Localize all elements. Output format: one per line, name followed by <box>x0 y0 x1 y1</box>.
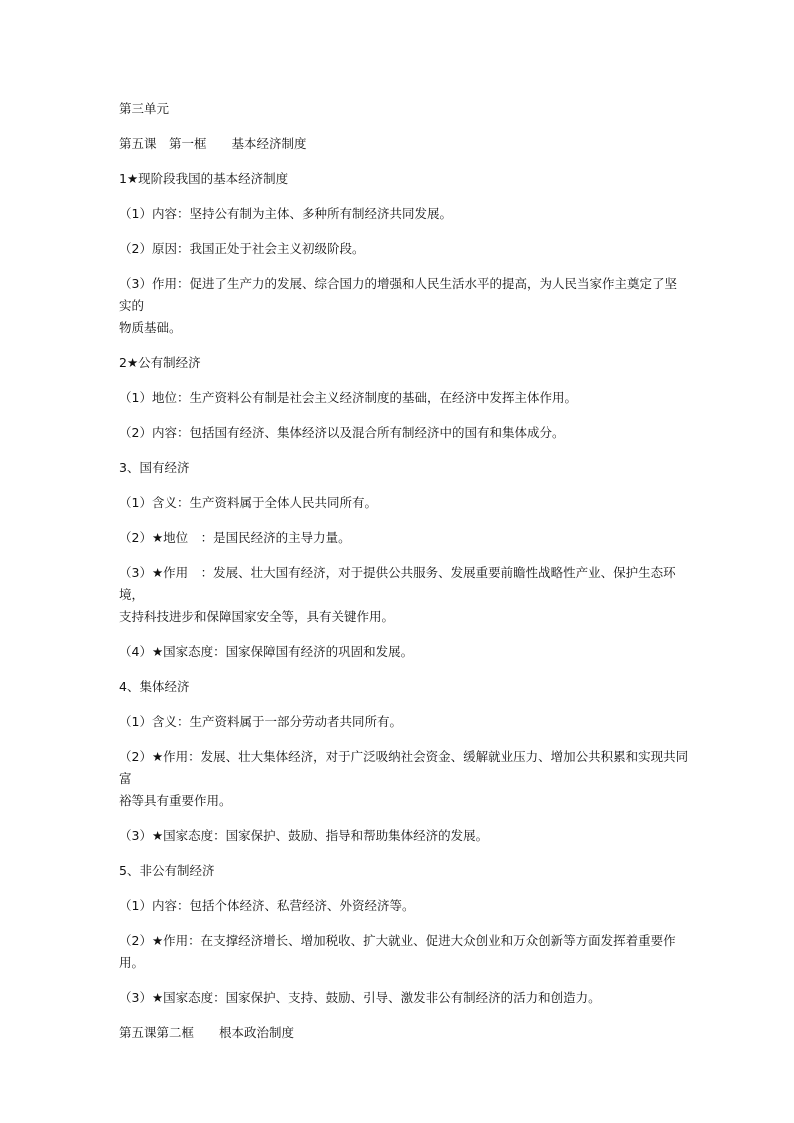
section-heading: 2★公有制经济 <box>119 355 201 370</box>
list-item: （3）★国家态度：国家保护、支持、鼓励、引导、激发非公有制经济的活力和创造力。 <box>119 990 601 1005</box>
list-item: （2）★作用：在支撑经济增长、增加税收、扩大就业、促进大众创业和万众创新等方面发挥着重要作用。 <box>119 933 676 970</box>
list-item: （2）★地位 ：是国民经济的主导力量。 <box>119 530 351 545</box>
document-page <box>119 98 689 1044</box>
list-item: （1）内容：坚持公有制为主体、多种所有制经济共同发展。 <box>119 206 452 221</box>
list-item: （1）含义：生产资料属于全体人民共同所有。 <box>119 495 377 510</box>
list-item: （1）内容：包括个体经济、私营经济、外资经济等。 <box>119 898 415 913</box>
list-item-line: 物质基础。 <box>119 320 182 335</box>
list-item: （3）★国家态度：国家保护、鼓励、指导和帮助集体经济的发展。 <box>119 828 489 843</box>
list-item <box>119 746 689 812</box>
list-item-line: 支持科技进步和保障国家安全等，具有关键作用。 <box>119 609 395 624</box>
lesson-title: 第五课第二框 根本政治制度 <box>119 1025 295 1040</box>
lesson-title: 第五课 第一框 基本经济制度 <box>119 136 307 151</box>
unit-title: 第三单元 <box>119 101 170 116</box>
list-item <box>119 273 689 339</box>
list-item: （2）内容：包括国有经济、集体经济以及混合所有制经济中的国有和集体成分。 <box>119 425 565 440</box>
section-heading: 3、国有经济 <box>119 460 190 475</box>
section-heading: 4、集体经济 <box>119 679 190 694</box>
list-item: （1）地位：生产资料公有制是社会主义经济制度的基础，在经济中发挥主体作用。 <box>119 390 577 405</box>
section-heading: 5、非公有制经济 <box>119 863 215 878</box>
list-item: （4）★国家态度：国家保障国有经济的巩固和发展。 <box>119 644 414 659</box>
list-item: （1）含义：生产资料属于一部分劳动者共同所有。 <box>119 714 402 729</box>
list-item-line: 裕等具有重要作用。 <box>119 793 232 808</box>
list-item: （2）原因：我国正处于社会主义初级阶段。 <box>119 241 365 256</box>
list-item-line: （2）★作用：发展、壮大集体经济，对于广泛吸纳社会资金、缓解就业压力、增加公共积累和实现共同富 <box>119 749 689 786</box>
section-heading: 1★现阶段我国的基本经济制度 <box>119 171 289 186</box>
list-item-line: （3）作用：促进了生产力的发展、综合国力的增强和人民生活水平的提高，为人民当家作主奠定了坚实的 <box>119 276 677 313</box>
list-item-line: （3）★作用 ：发展、壮大国有经济，对于提供公共服务、发展重要前瞻性战略性产业、保护生态环境， <box>119 565 676 602</box>
list-item <box>119 562 689 628</box>
